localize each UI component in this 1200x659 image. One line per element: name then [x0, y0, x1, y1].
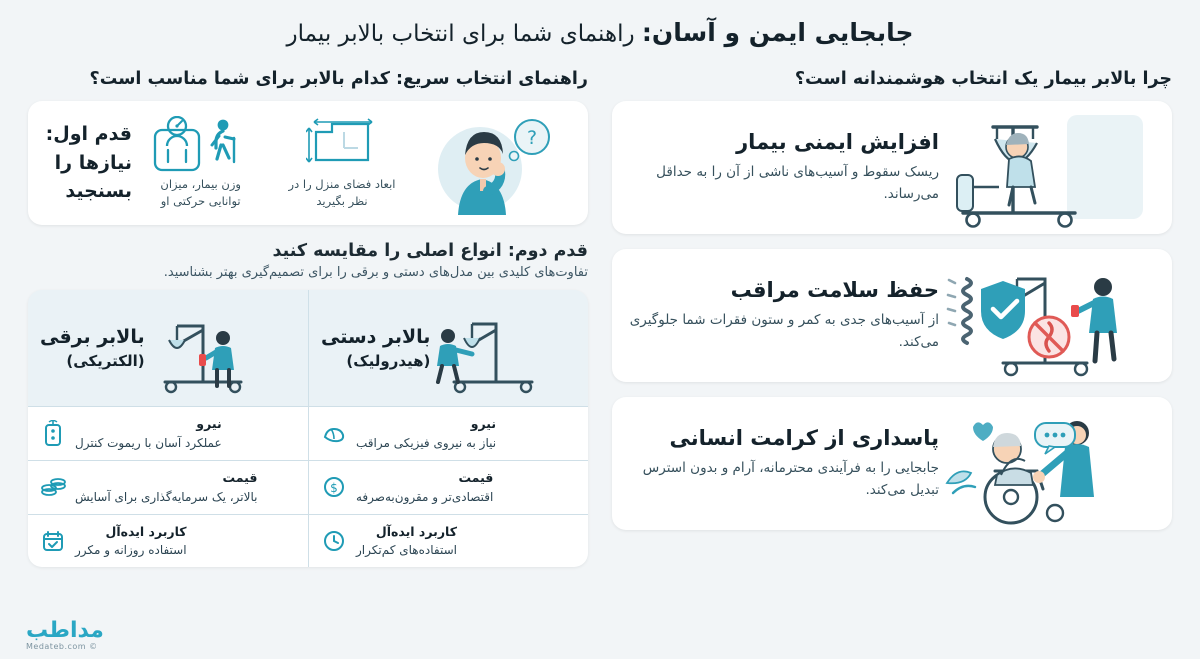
comparison-row-price [28, 460, 588, 514]
step-one-label: قدم اول: نیازها را بسنجید [45, 123, 132, 203]
comparison-cell-manual-power [308, 407, 588, 460]
footer-brand [26, 620, 104, 651]
benefit-card-safety [612, 101, 1172, 234]
coin-dollar-icon [321, 474, 347, 500]
benefit-dignity-text [612, 426, 939, 502]
page-title-rest: راهنمای شما برای انتخاب بالابر بیمار [286, 21, 642, 47]
comparison-col-manual-title: بالابر دستی (هیدرولیک) [321, 326, 431, 370]
benefit-safety-heading: افزایش ایمنی بیمار [736, 129, 939, 154]
comparison-cell-electric-usecase-text: کاربرد ایده‌آل استفاده روزانه و مکرر [75, 523, 187, 558]
weight-icons-group [146, 116, 256, 172]
comparison-col-electric [28, 290, 308, 406]
scale-icon [149, 116, 253, 172]
benefit-caregiver-body: از آسیب‌های جدی به کمر و ستون فقرات شما جلوگیری می‌کند. [629, 311, 939, 350]
step-one-card [28, 101, 588, 225]
page-title-bold: جابجایی ایمن و آسان: [641, 18, 914, 47]
step-one-item-weight-text: وزن بیمار، میزان توانایی حرکتی او [160, 176, 241, 208]
columns-wrapper [0, 53, 1200, 567]
benefit-caregiver-heading: حفظ سلامت مراقب [730, 277, 939, 302]
step-two-title: قدم دوم: انواع اصلی را مقایسه کنید [272, 241, 588, 261]
comparison-col-manual [308, 290, 588, 406]
comparison-cell-manual-usecase [308, 515, 588, 568]
comparison-cell-electric-power-text: نیرو عملکرد آسان با ریموت کنترل [75, 416, 222, 450]
comparison-col-electric-title: بالابر برقی (الکتریکی) [40, 326, 145, 370]
comparison-cell-manual-power-text: نیرو نیاز به نیروی فیزیکی مراقب [356, 416, 497, 450]
comparison-table [28, 290, 588, 567]
benefit-card-caregiver [612, 249, 1172, 382]
comparison-row-usecase [28, 514, 588, 568]
patient-in-sling-lift-illustration [939, 101, 1154, 234]
calendar-check-icon [40, 528, 66, 554]
benefit-safety-body: ریسک سقوط و آسیب‌های ناشی از آن را به حداقل می‌رساند. [656, 163, 939, 202]
step-one-items [132, 111, 572, 215]
quick-guide-title: راهنمای انتخاب سریع: کدام بالابر برای شما مناسب است؟ [89, 69, 588, 89]
bicep-icon [321, 420, 347, 446]
walking-person-icon [212, 119, 234, 161]
benefit-safety-text [612, 130, 939, 206]
left-column [612, 53, 1172, 567]
floorplan-icon-wrap [287, 116, 397, 172]
benefit-card-dignity [612, 397, 1172, 530]
electric-lift-illustration [145, 300, 263, 396]
step-one-item-space [287, 116, 397, 211]
right-column [28, 53, 588, 567]
comparison-cell-electric-power [28, 407, 308, 460]
why-lift-title: چرا بالابر بیمار یک انتخاب هوشمندانه است؟ [794, 69, 1172, 89]
svg-text:?: ? [527, 127, 538, 149]
svg-text:$: $ [330, 481, 338, 496]
step-one-item-weight [146, 116, 256, 211]
brand-name: مداطب [26, 618, 104, 643]
nurse-elderly-wheelchair-illustration [939, 397, 1154, 530]
remote-control-icon [40, 420, 66, 446]
manual-lift-illustration [430, 300, 548, 396]
nurse-thinking-illustration [428, 111, 558, 215]
comparison-cell-electric-price-text: قیمت بالاتر، یک سرمایه‌گذاری برای آسایش [75, 469, 258, 504]
comparison-cell-electric-price [28, 461, 308, 514]
comparison-cell-manual-usecase-text: کاربرد ایده‌آل استفاده‌های کم‌تکرار [356, 523, 457, 558]
caregiver-spine-shield-illustration [939, 249, 1154, 382]
page-title [0, 0, 1200, 53]
benefit-dignity-heading: پاسداری از کرامت انسانی [669, 425, 939, 450]
clock-icon [321, 528, 347, 554]
comparison-row-power [28, 406, 588, 460]
comparison-cell-manual-price-text: قیمت اقتصادی‌تر و مقرون‌به‌صرفه [356, 469, 494, 504]
comparison-header [28, 290, 588, 406]
step-two-subtitle: تفاوت‌های کلیدی بین مدل‌های دستی و برقی را برای تصمیم‌گیری بهتر بشناسید. [163, 265, 588, 280]
benefit-caregiver-text [612, 278, 939, 354]
floorplan-icon [306, 116, 378, 172]
step-one-item-space-text: ابعاد فضای منزل را در نظر بگیرید [288, 176, 396, 208]
comparison-cell-electric-usecase [28, 515, 308, 568]
coins-icon [40, 474, 66, 500]
benefit-dignity-body: جابجایی را به فرآیندی محترمانه، آرام و بدون استرس تبدیل می‌کند. [642, 459, 939, 498]
brand-subtitle: © Medateb.com [26, 642, 98, 651]
comparison-cell-manual-price [308, 461, 588, 514]
